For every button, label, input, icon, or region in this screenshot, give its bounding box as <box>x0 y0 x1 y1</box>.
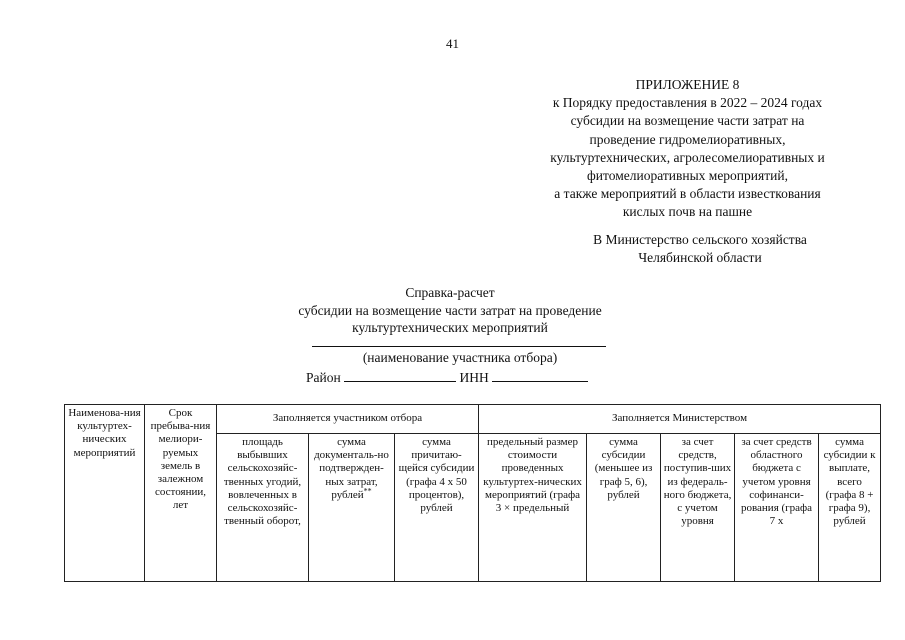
addressee-line: В Министерство сельского хозяйства <box>593 232 807 247</box>
district-label: Район <box>306 370 341 385</box>
participant-caption: (наименование участника отбора) <box>362 350 558 365</box>
footnote-mark: ** <box>363 486 372 496</box>
appendix-line: а также мероприятий в области известкования <box>554 186 821 202</box>
title-line: Справка-расчет <box>405 285 495 300</box>
page-number: 41 <box>446 36 459 51</box>
header-col-9: за счет средств областного бюджета с учетом уровня софинанси-рования (графа 7 х <box>735 434 819 582</box>
header-col-5: сумма причитаю-щейся субсидии (графа 4 х 50 процентов), рублей <box>395 434 479 582</box>
district-blank <box>344 367 456 382</box>
inn-blank <box>492 367 588 382</box>
district-inn-row <box>306 367 588 386</box>
header-col-2: Срок пребыва-ния мелиори-руемых земель в залежном состоянии, лет <box>145 405 217 582</box>
header-col-10: сумма субсидии к выплате, всего (графа 8 + графа 9), рублей <box>819 434 881 582</box>
appendix-line: к Порядку предоставления в 2022 – 2024 годах <box>552 95 823 111</box>
header-col-3: площадь выбывших сельскохозяйс-твенных угодий, вовлеченных в сельскохозяйс-твенный оборот, <box>217 434 309 582</box>
addressee-line: Челябинской области <box>638 250 762 265</box>
header-col-4-text: сумма документаль-но подтвержден-ных затрат, рублей <box>314 436 389 501</box>
calculation-table <box>64 404 881 582</box>
appendix-line: проведение гидромелиоративных, <box>589 131 786 147</box>
appendix-line: субсидии на возмещение части затрат на <box>570 113 805 129</box>
header-col-1: Наименова-ния культуртех-нических мероприятий <box>65 405 145 582</box>
title-line: субсидии на возмещение части затрат на проведение <box>298 302 602 318</box>
header-col-6: предельный размер стоимости проведенных культуртех-нических мероприятий (графа 3 × предельный <box>479 434 587 582</box>
inn-label: ИНН <box>459 370 489 385</box>
appendix-title: ПРИЛОЖЕНИЕ 8 <box>635 77 740 92</box>
appendix-header <box>510 76 865 222</box>
header-col-7: сумма субсидии (меньшее из граф 5, 6), рублей <box>587 434 661 582</box>
header-group-ministry: Заполняется Министерством <box>479 405 881 434</box>
document-title <box>240 284 660 337</box>
appendix-line: культуртехнических, агролесомелиоративных и <box>550 149 825 165</box>
header-col-8: за счет средств, поступив-ших из федераль-ного бюджета, с учетом уровня <box>661 434 735 582</box>
header-col-4 <box>309 434 395 582</box>
header-group-participant: Заполняется участником отбора <box>217 405 479 434</box>
appendix-line: кислых почв на пашне <box>622 204 753 220</box>
appendix-line: фитомелиоративных мероприятий, <box>587 168 788 184</box>
title-line: культуртехнических мероприятий <box>352 320 548 335</box>
addressee-block <box>535 231 865 267</box>
participant-name-line <box>312 346 606 347</box>
